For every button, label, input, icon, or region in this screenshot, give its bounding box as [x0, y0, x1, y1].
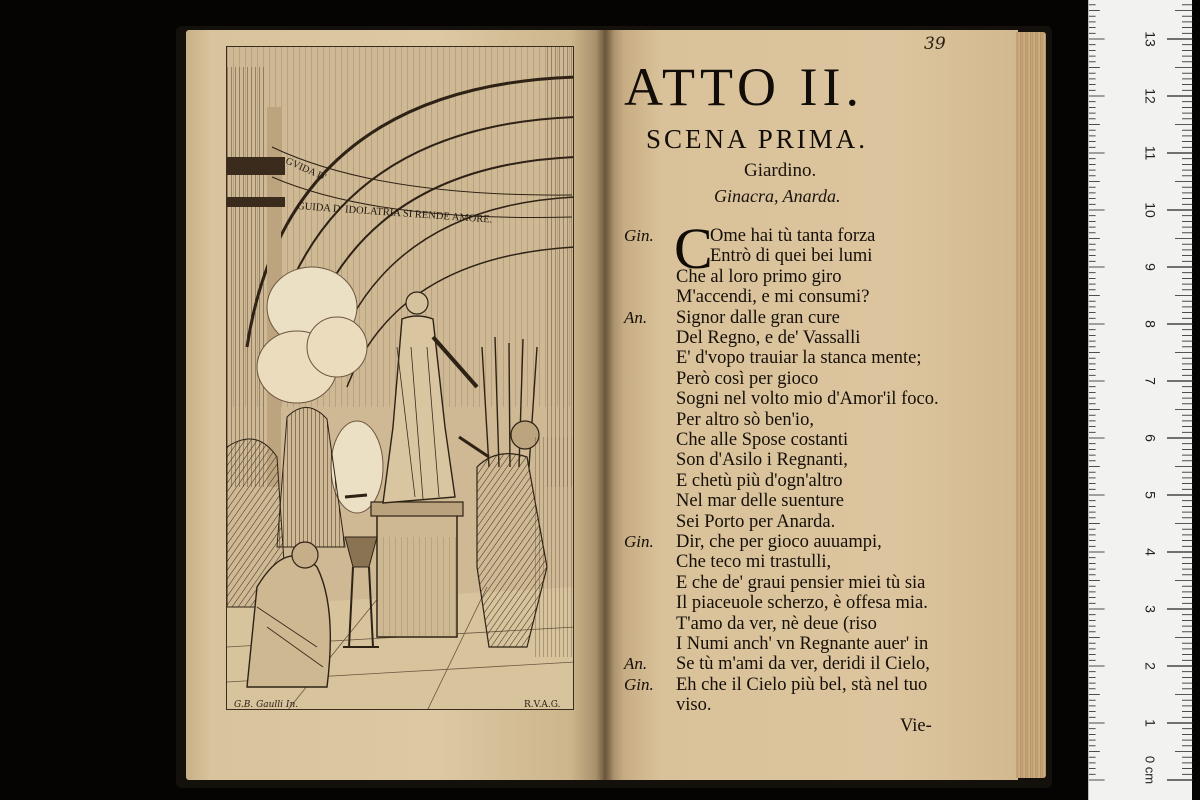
ruler-unit-label: 0 cm [1142, 755, 1158, 785]
verse-line: viso. [676, 695, 712, 716]
verse-line: T'amo da ver, nè deue (riso [676, 613, 877, 634]
verse-line: Il piaceuole scherzo, è offesa mia. [676, 593, 928, 614]
speaker-label: An. [624, 654, 648, 674]
ruler-label: 3 [1142, 605, 1159, 613]
verse-line: Del Regno, e de' Vassalli [676, 328, 861, 348]
verse-line: Però così per gioco [676, 368, 819, 389]
ruler-label: 11 [1142, 145, 1159, 161]
verse-line: Nel mar delle suenture [676, 491, 844, 512]
verse-line: Son d'Asilo i Regnanti, [676, 450, 848, 471]
scene-characters: Ginacra, Anarda. [714, 186, 841, 206]
engraving-inscription: GUIDA D' IDOLATRIA SI RENDE AMORE. [296, 201, 493, 226]
ruler-scale [1089, 0, 1193, 800]
speaker-label: An. [624, 307, 648, 327]
verse-line: E che de' graui pensier miei tù sia [676, 572, 926, 593]
verse-line: Signor dalle gran cure [676, 307, 840, 328]
ruler-label: 7 [1142, 377, 1159, 385]
drop-capital: C [674, 216, 713, 281]
verse-line: Che alle Spose costanti [676, 430, 849, 450]
ruler-label: 4 [1142, 548, 1159, 556]
measurement-ruler [1088, 0, 1192, 800]
verse-line: I Numi anch' vn Regnante auer' in [676, 634, 929, 654]
verse-line: E' d'vopo trauiar la stanca mente; [676, 348, 922, 369]
verse-line: Per altro sò ben'io, [676, 409, 814, 430]
verse-line: Entrò di quei bei lumi [710, 246, 873, 267]
verse-line: Ome hai tù tanta forza [710, 226, 876, 246]
page-edges [1016, 32, 1046, 778]
ruler-label: 6 [1142, 434, 1159, 442]
verse-line: Dir, che per gioco auuampi, [676, 532, 882, 552]
ruler-label: 12 [1142, 88, 1159, 104]
speaker-label: Gin. [624, 226, 654, 245]
verse-line: Vie- [900, 715, 932, 736]
verse-line: Sogni nel volto mio d'Amor'il foco. [676, 389, 939, 410]
ruler-label: 9 [1142, 263, 1159, 271]
verse-line: Se tù m'ami da ver, deridi il Cielo, [676, 654, 930, 675]
ruler-label: 10 [1142, 202, 1159, 218]
ruler-label: 13 [1142, 31, 1159, 47]
verse-line: Che al loro primo giro [676, 266, 842, 287]
engraving-credit-left: G.B. Gaulli In. [234, 700, 299, 710]
speaker-label: Gin. [624, 532, 654, 551]
ruler-label: 8 [1142, 320, 1159, 328]
engraving-illustration [227, 47, 574, 710]
verse-line: Che teco mi trastulli, [676, 552, 832, 573]
verse-line: M'accendi, e mi consumi? [676, 287, 870, 308]
frontispiece-engraving [226, 46, 574, 710]
verse-line: Eh che il Cielo più bel, stà nel tuo [676, 674, 928, 695]
engraving-credit-right: R.V.A.G. [524, 700, 561, 710]
ruler-label: 1 [1142, 719, 1159, 727]
engraving-inscription-part1: GVIDA D' [283, 155, 328, 184]
scene-title: SCENA PRIMA. [646, 124, 869, 154]
ruler-label: 2 [1142, 662, 1159, 670]
verse-line: Sei Porto per Anarda. [676, 511, 836, 532]
page-number: 39 [924, 34, 946, 54]
verse-line: E chetù più d'ogn'altro [676, 470, 843, 491]
act-title: ATTO II. [624, 57, 864, 117]
speaker-label: Gin. [624, 674, 654, 694]
scene-setting: Giardino. [744, 160, 817, 181]
book-gutter [596, 30, 614, 780]
ruler-label: 5 [1142, 491, 1159, 499]
